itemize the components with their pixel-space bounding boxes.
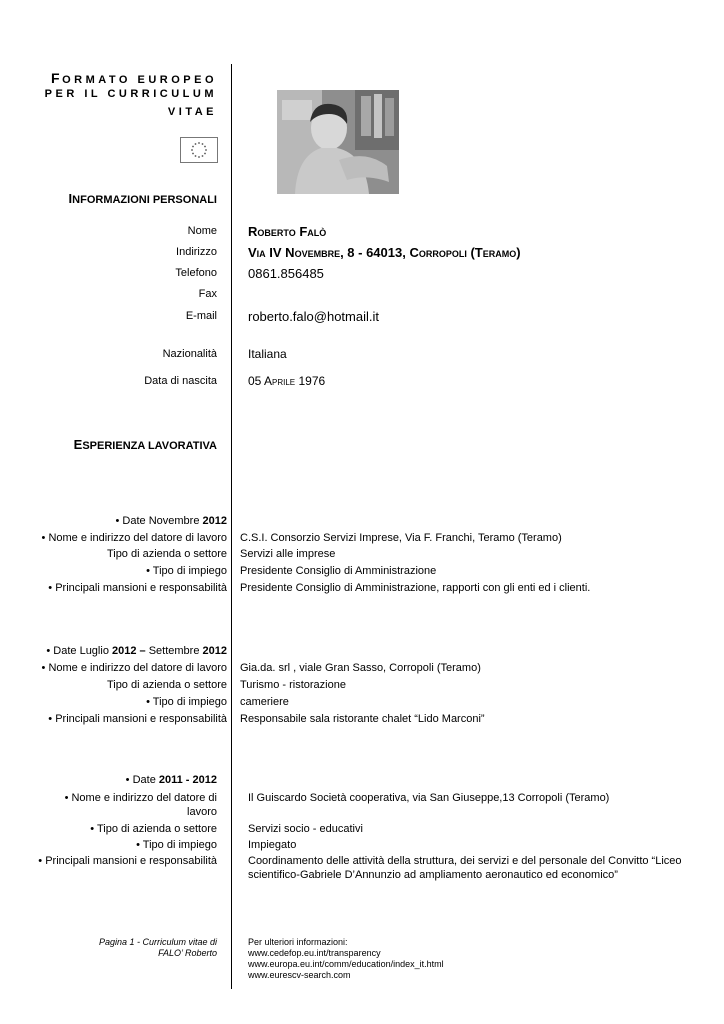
label-name: Nome xyxy=(187,225,217,237)
value-address: Via IV Novembre, 8 - 64013, Corropoli (Teramo) xyxy=(248,245,521,260)
value-nationality: Italiana xyxy=(248,347,287,361)
job-2-duties: Responsabile sala ristorante chalet “Lido Marconi” xyxy=(240,713,485,725)
job-3-employer-label-2: lavoro xyxy=(187,806,217,818)
footer-page-line-1: Pagina 1 - Curriculum vitae di xyxy=(98,937,217,947)
job-2-employer: Gia.da. srl , viale Gran Sasso, Corropoli (Teramo) xyxy=(240,662,481,674)
job-1-type-label: • Tipo di impiego xyxy=(146,565,227,577)
value-birth-date: 05 Aprile 1976 xyxy=(248,374,326,388)
profile-photo xyxy=(277,90,399,194)
job-1-duties: Presidente Consiglio di Amministrazione, rapporti con gli enti ed i clienti. xyxy=(240,582,591,594)
job-2-type-label: • Tipo di impiego xyxy=(146,696,227,708)
section-personal-info-title: INFORMAZIONI PERSONALI xyxy=(68,191,217,206)
section-experience-title: ESPERIENZA LAVORATIVA xyxy=(73,437,217,452)
value-phone: 0861.856485 xyxy=(248,266,324,281)
cv-title-line-1: FORMATO EUROPEO xyxy=(51,70,217,86)
label-address: Indirizzo xyxy=(176,246,217,258)
job-1-date: • Date Novembre 2012 xyxy=(115,515,227,527)
job-3-type-label: • Tipo di impiego xyxy=(136,839,217,851)
job-3-sector-label: • Tipo di azienda o settore xyxy=(90,823,217,835)
job-3-duties-line-2: scientifico-Gabriele D’Annunzio ad ampliamento aeronautico ed economico” xyxy=(248,869,618,881)
job-1-sector: Servizi alle imprese xyxy=(240,548,336,560)
footer-info-heading: Per ulteriori informazioni: xyxy=(248,937,348,947)
value-name: Roberto Falò xyxy=(248,224,327,239)
job-3-duties-line-1: Coordinamento delle attività della struttura, dei servizi e del personale del Convitto “Liceo xyxy=(248,855,682,867)
job-1-type: Presidente Consiglio di Amministrazione xyxy=(240,565,437,577)
value-email[interactable]: roberto.falo@hotmail.it xyxy=(248,309,379,324)
job-3-date: • Date 2011 - 2012 xyxy=(125,774,217,786)
cv-title-line-2: PER IL CURRICULUM xyxy=(44,88,217,100)
footer-link-europa[interactable]: www.europa.eu.int/comm/education/index_it.html xyxy=(248,959,444,969)
footer-page-info xyxy=(99,937,217,959)
job-3-employer-label-1: • Nome e indirizzo del datore di xyxy=(64,792,217,804)
job-3-employer: Il Guiscardo Società cooperativa, via San Giuseppe,13 Corropoli (Teramo) xyxy=(248,792,610,804)
job-3-type: Impiegato xyxy=(248,839,297,851)
job-2-sector-label: Tipo di azienda o settore xyxy=(106,679,227,691)
job-1-employer-label: • Nome e indirizzo del datore di lavoro xyxy=(41,532,227,544)
job-1-duties-label: • Principali mansioni e responsabilità xyxy=(48,582,227,594)
eu-flag-icon xyxy=(180,137,218,163)
footer-page-line-2: FALO’ Roberto xyxy=(158,948,217,958)
label-birth-date: Data di nascita xyxy=(144,375,217,387)
label-nationality: Nazionalità xyxy=(162,348,217,360)
label-phone: Telefono xyxy=(175,267,217,279)
label-fax: Fax xyxy=(198,288,217,300)
footer-link-eurescv[interactable]: www.eurescv-search.com xyxy=(248,970,351,980)
job-2-date: • Date Luglio 2012 – Settembre 2012 xyxy=(46,645,227,657)
footer-links xyxy=(248,937,444,981)
job-1-employer: C.S.I. Consorzio Servizi Imprese, Via F. Franchi, Teramo (Teramo) xyxy=(240,532,562,544)
job-2-sector: Turismo - ristorazione xyxy=(240,679,346,691)
label-email: E-mail xyxy=(185,310,217,322)
job-3-sector: Servizi socio - educativi xyxy=(248,823,363,835)
vertical-divider xyxy=(231,64,232,989)
job-2-type: cameriere xyxy=(240,696,289,708)
job-2-employer-label: • Nome e indirizzo del datore di lavoro xyxy=(41,662,227,674)
job-1-sector-label: Tipo di azienda o settore xyxy=(106,548,227,560)
cv-title-line-3: VITAE xyxy=(167,106,217,118)
footer-link-cedefop[interactable]: www.cedefop.eu.int/transparency xyxy=(248,948,381,958)
job-2-duties-label: • Principali mansioni e responsabilità xyxy=(48,713,227,725)
job-3-duties-label: • Principali mansioni e responsabilità xyxy=(38,855,217,867)
